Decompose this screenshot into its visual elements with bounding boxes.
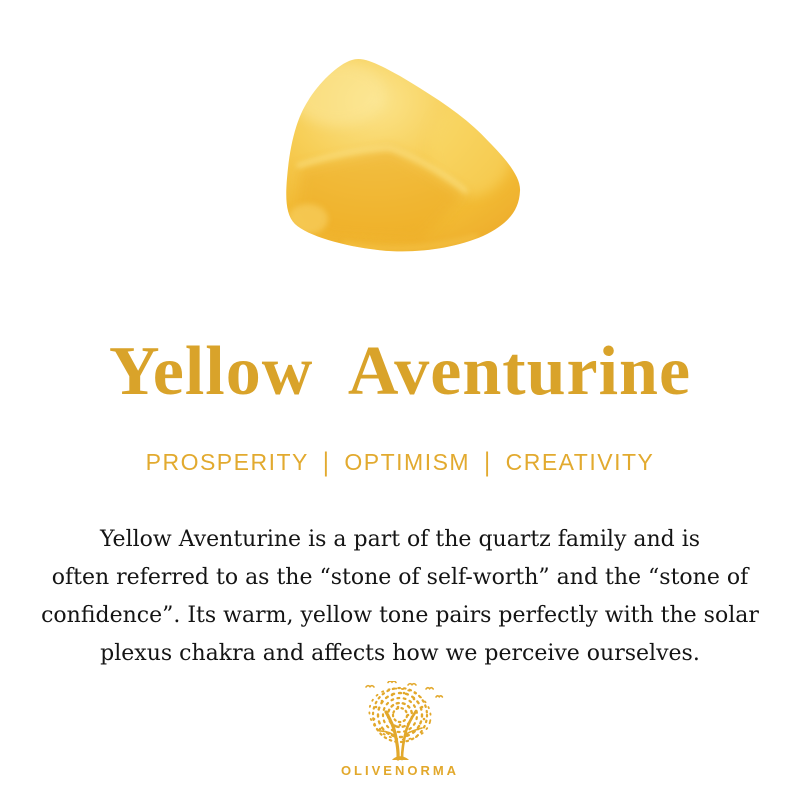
- description-line: Yellow Aventurine is a part of the quartz family and is: [99, 527, 701, 552]
- description-line: plexus chakra and affects how we perceive ourselves.: [100, 641, 700, 666]
- keyword-separator: |: [484, 447, 492, 477]
- keyword-optimism: OPTIMISM: [344, 449, 471, 475]
- page-title: Yellow Aventurine: [108, 333, 692, 410]
- description-line: confidence”. Its warm, yellow tone pairs perfectly with the solar: [41, 603, 759, 628]
- keyword-separator: |: [322, 447, 331, 477]
- description-paragraph: [0, 521, 800, 673]
- yellow-aventurine-stone-image: [283, 56, 523, 258]
- brand-logo: [0, 681, 800, 778]
- keyword-prosperity: PROSPERITY: [145, 449, 309, 475]
- keyword-creativity: CREATIVITY: [505, 449, 655, 475]
- olivenorma-tree-logo-icon: [352, 681, 448, 761]
- brand-name: OLIVENORMA: [340, 763, 460, 778]
- description-line: often referred to as the “stone of self-worth” and the “stone of: [51, 565, 749, 590]
- keyword-list: [0, 446, 800, 478]
